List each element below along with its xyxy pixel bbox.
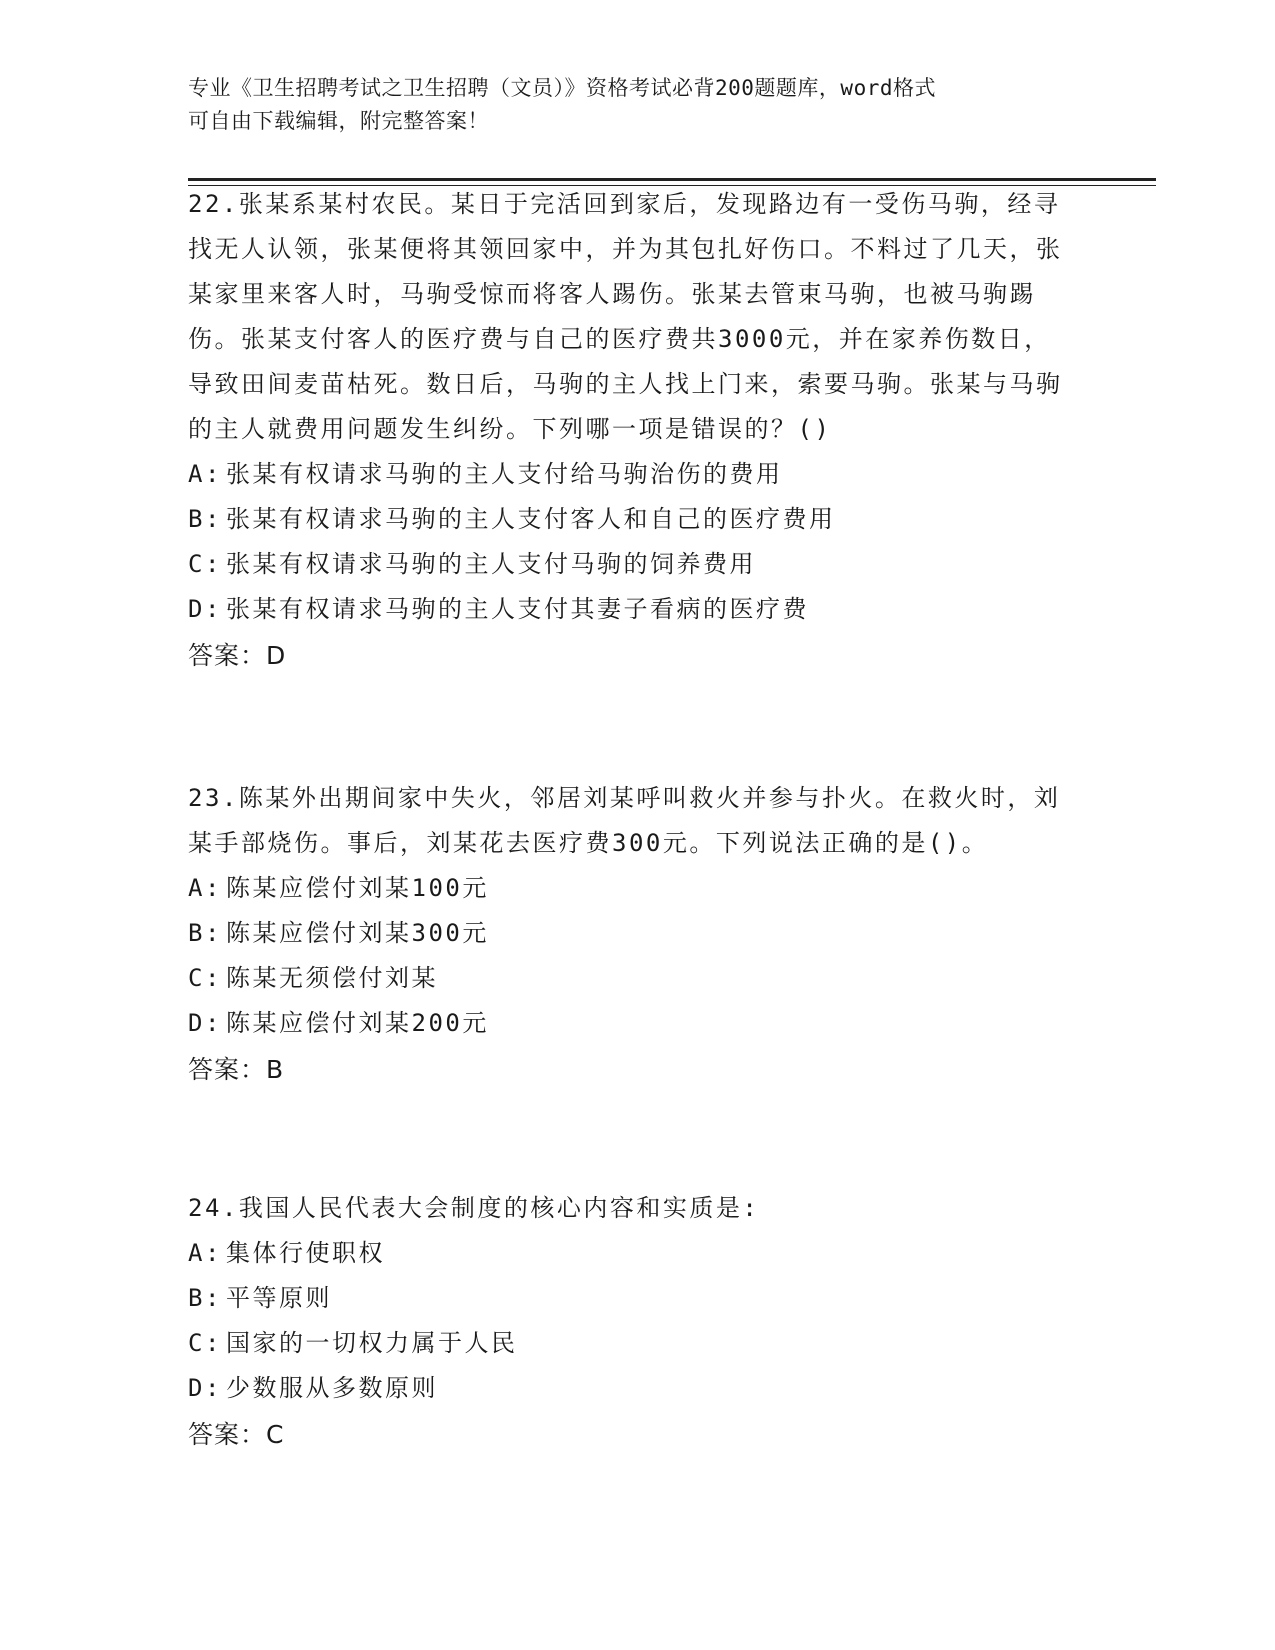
- option-a: [188, 1231, 1088, 1276]
- option-key: A:: [188, 1239, 222, 1267]
- question-23: [188, 776, 1088, 1092]
- option-key: C:: [188, 550, 222, 578]
- option-b: [188, 497, 1088, 542]
- question-text: 24.我国人民代表大会制度的核心内容和实质是:: [188, 1194, 760, 1222]
- option-key: D:: [188, 595, 222, 623]
- option-list: [188, 452, 1088, 632]
- option-key: B:: [188, 1284, 222, 1312]
- option-a: [188, 452, 1088, 497]
- answer-line: 答案：C: [188, 1420, 285, 1449]
- option-c: [188, 1321, 1088, 1366]
- option-key: D:: [188, 1009, 222, 1037]
- option-text: 少数服从多数原则: [226, 1374, 438, 1402]
- option-c: [188, 542, 1088, 587]
- option-list: [188, 866, 1088, 1046]
- option-key: B:: [188, 505, 222, 533]
- option-text: 张某有权请求马驹的主人支付客人和自己的医疗费用: [226, 505, 836, 533]
- answer-line: 答案：B: [188, 1055, 285, 1084]
- option-b: [188, 911, 1088, 956]
- option-c: [188, 956, 1088, 1001]
- option-key: D:: [188, 1374, 222, 1402]
- question-24: [188, 1186, 1088, 1457]
- option-text: 陈某无须偿付刘某: [226, 964, 438, 992]
- option-text: 陈某应偿付刘某200元: [226, 1009, 489, 1037]
- option-key: C:: [188, 964, 222, 992]
- option-text: 平等原则: [226, 1284, 332, 1312]
- option-text: 张某有权请求马驹的主人支付给马驹治伤的费用: [226, 460, 783, 488]
- answer-line: 答案：D: [188, 641, 287, 670]
- question-text: 23.陈某外出期间家中失火，邻居刘某呼叫救火并参与扑火。在救火时，刘某手部烧伤。事后，刘某花去医疗费300元。下列说法正确的是()。: [188, 784, 1061, 857]
- option-text: 国家的一切权力属于人民: [226, 1329, 518, 1357]
- header-divider-thick: [188, 178, 1156, 181]
- option-key: A:: [188, 874, 222, 902]
- option-key: C:: [188, 1329, 222, 1357]
- option-key: B:: [188, 919, 222, 947]
- option-list: [188, 1231, 1088, 1411]
- option-d: [188, 1001, 1088, 1046]
- document-header: [188, 72, 1088, 138]
- header-line-1: 专业《卫生招聘考试之卫生招聘（文员）》资格考试必背200题题库，word格式: [188, 76, 936, 100]
- option-text: 集体行使职权: [226, 1239, 385, 1267]
- question-22: [188, 182, 1088, 678]
- option-d: [188, 587, 1088, 632]
- option-a: [188, 866, 1088, 911]
- option-text: 张某有权请求马驹的主人支付马驹的饲养费用: [226, 550, 756, 578]
- option-text: 陈某应偿付刘某100元: [226, 874, 489, 902]
- option-text: 张某有权请求马驹的主人支付其妻子看病的医疗费: [226, 595, 809, 623]
- option-b: [188, 1276, 1088, 1321]
- option-text: 陈某应偿付刘某300元: [226, 919, 489, 947]
- option-d: [188, 1366, 1088, 1411]
- header-line-2: 可自由下载编辑，附完整答案！: [188, 109, 489, 133]
- question-text: 22.张某系某村农民。某日于完活回到家后，发现路边有一受伤马驹，经寻找无人认领，张某便将其领回家中，并为其包扎好伤口。不料过了几天，张某家里来客人时，马驹受惊而将客人踢伤。张某去管束马驹，也被马驹踢伤。张某支付客人的医疗费与自己的医疗费共3000元，并在家养伤数日，导致田间麦苗枯死。数日后，马驹的主人找上门来，索要马驹。张某与马驹的主人就费用问题发生纠纷。下列哪一项是错误的？(): [188, 190, 1063, 443]
- option-key: A:: [188, 460, 222, 488]
